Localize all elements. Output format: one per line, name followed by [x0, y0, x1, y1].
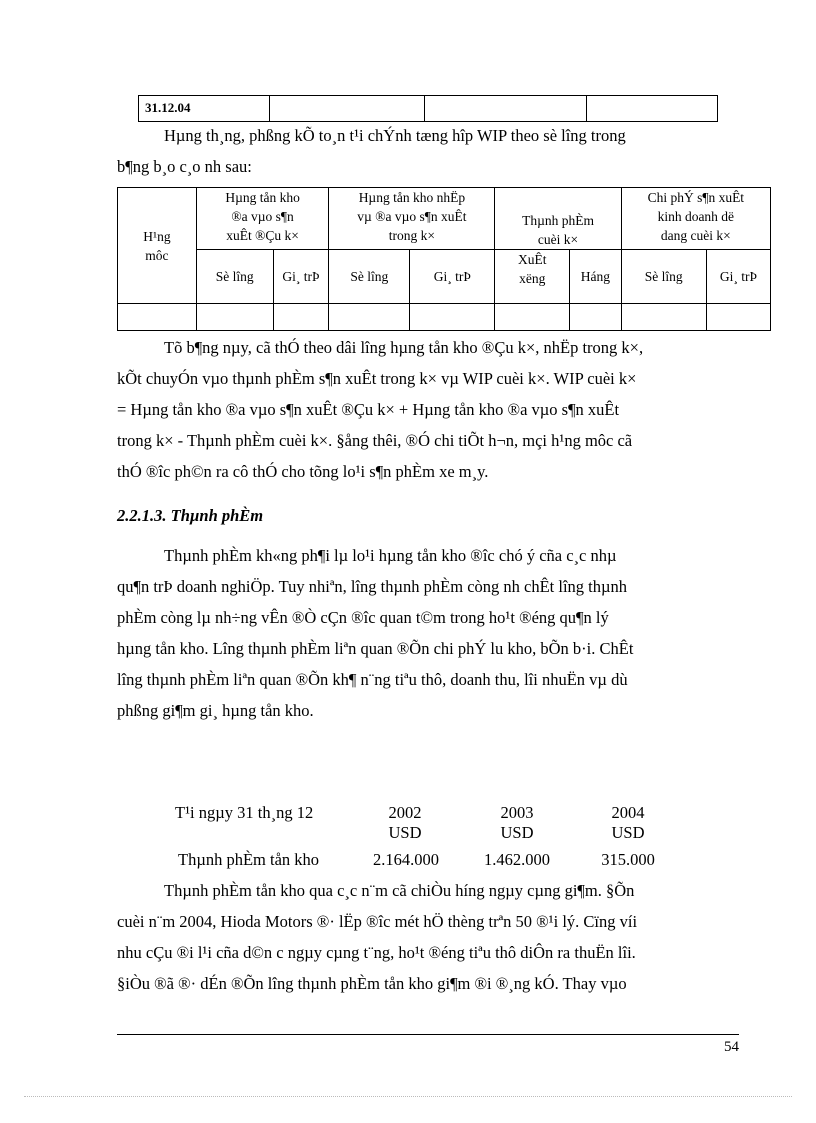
empty-cell	[196, 304, 273, 331]
empty-cell	[621, 304, 706, 331]
section-heading: 2.2.1.3. Thµnh phÈm	[117, 506, 264, 525]
empty-cell	[587, 96, 718, 122]
empty-cell	[269, 96, 424, 122]
page-number: 54	[724, 1039, 739, 1055]
page-edge-divider	[24, 1096, 792, 1097]
empty-cell	[118, 304, 197, 331]
empty-cell	[410, 304, 495, 331]
footer-rule	[117, 1034, 739, 1035]
empty-cell	[570, 304, 622, 331]
empty-cell	[329, 304, 410, 331]
empty-cell	[706, 304, 770, 331]
empty-cell	[425, 96, 587, 122]
paragraph-finished-goods: Thµnh phÈm kh«ng ph¶i lµ lo¹i hµng tån kho ®îc chó ý cña c¸c nhµ qu¶n trÞ doanh nghiÖp. Tuy nhiªn, lîng thµnh phÈm còng nh chÊt lîng thµnh phÈm còng lµ nh÷ng vÊn ®Ò cÇn ®îc quan t©m trong ho¹t ®éng qu¶n lý hµng tån kho. Lîng thµnh phÈm liªn quan ®Õn chi phÝ lu kho, bÕn b·i. ChÊt lîng thµnh phÈm liªn quan ®Õn kh¶ n¨ng tiªu thô, doanh thu, lîi nhuËn vµ dù phßng gi¶m gi¸ hµng tån kho.	[117, 546, 634, 720]
subheader-xuat-xuong: XuÊt xëng	[495, 250, 570, 304]
empty-cell	[273, 304, 329, 331]
summary-table-last-row	[138, 95, 718, 122]
subheader-hong: Háng	[570, 250, 622, 304]
stock-value-2003: 1.462.000	[484, 850, 550, 869]
header-ton-kho-nhap: Hµng tån kho nhËp vµ ®a vµo s¶n xuÊt trong k×	[329, 188, 495, 250]
subheader-gia-tri: Gi¸ trÞ	[706, 250, 770, 304]
year-2003: 2003 USD	[500, 803, 534, 842]
header-ton-kho-dau-ky: Hµng tån kho ®a vµo s¶n xuÊt ®Çu k×	[196, 188, 328, 250]
header-hang-muc: H¹ng môc	[118, 188, 197, 304]
stock-date-label: T¹i ngµy 31 th¸ng 12	[175, 803, 314, 822]
wip-table	[117, 187, 771, 331]
paragraph-stock-trend: Thµnh phÈm tån kho qua c¸c n¨m cã chiÒu híng ngµy cµng gi¶m. §Õn cuèi n¨m 2004, Hioda Motors ®· lËp ®îc mét hÖ thèng trªn 50 ®¹i lý. Cïng víi nhu cÇu ®i l¹i cña d©n c ngµy cµng t¨ng, ho¹t ®éng tiªu thô diÔn ra thuËn lîi. §iÒu ®ã ®· dÉn ®Õn lîng thµnh phÈm tån kho gi¶m ®i ®¸ng kÓ. Thay vµo	[117, 881, 638, 993]
header-chi-phi-do-dang: Chi phÝ s¶n xuÊt kinh doanh dë dang cuèi k×	[621, 188, 770, 250]
header-thanh-pham: Thµnh phÈm cuèi k×	[495, 188, 621, 250]
empty-cell	[495, 304, 570, 331]
subheader-gia-tri: Gi¸ trÞ	[410, 250, 495, 304]
stock-value-2002: 2.164.000	[373, 850, 439, 869]
paragraph-wip-explanation: Tõ b¶ng nµy, cã thÓ theo dâi lîng hµng tån kho ®Çu k×, nhËp trong k×, kÕt chuyÓn vµo thµnh phÈm s¶n xuÊt trong k× vµ WIP cuèi k×. WIP cuèi k× = Hµng tån kho ®a vµo s¶n xuÊt ®Çu k× + Hµng tån kho ®a vµo s¶n xuÊt trong k× - Thµnh phÈm cuèi k×. §ång thêi, ®Ó chi tiÕt h¬n, mçi h¹ng môc cã thÓ ®îc ph©n ra cô thÓ cho tõng lo¹i s¶n phÈm xe m¸y.	[117, 338, 644, 481]
subheader-gia-tri: Gi¸ trÞ	[273, 250, 329, 304]
year-2002: 2002 USD	[388, 803, 422, 842]
year-2004: 2004 USD	[611, 803, 645, 842]
date-cell: 31.12.04	[139, 96, 270, 122]
subheader-so-luong: Sè lîng	[196, 250, 273, 304]
paragraph-wip-intro: Hµng th¸ng, phßng kÕ to¸n t¹i chÝnh tæng hîp WIP theo sè lîng trong b¶ng b¸o c¸o nh sau:	[117, 126, 626, 176]
stock-value-2004: 315.000	[601, 850, 655, 869]
subheader-so-luong: Sè lîng	[621, 250, 706, 304]
stock-row-label: Thµnh phÈm tån kho	[178, 850, 320, 869]
subheader-so-luong: Sè lîng	[329, 250, 410, 304]
